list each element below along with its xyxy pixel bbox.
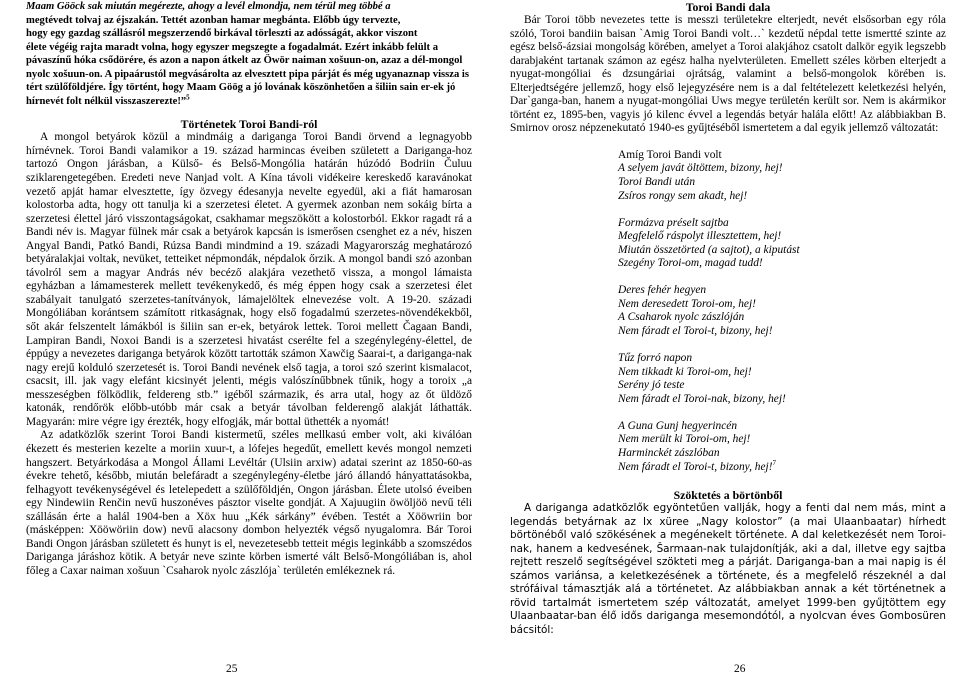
poem-line: Harminckét zászlóban	[618, 446, 720, 459]
page-number: 25	[226, 663, 238, 675]
page-number: 26	[734, 663, 746, 675]
poem	[618, 149, 946, 474]
right-page	[510, 0, 946, 677]
opening-line: élete végéig rajta maradt volna, hogy egyszer megszegte a fogadalmát.	[26, 41, 343, 53]
footnote-ref: 5	[186, 93, 190, 102]
left-page	[26, 0, 472, 677]
poem-line: Megfelelő ráspolyt illesztettem, hej!	[618, 230, 782, 243]
opening-line: Maam Gööck sak miután megérezte, ahogy a levél elmondja, nem térül meg többé a	[26, 1, 391, 12]
poem-stanza	[618, 420, 946, 474]
opening-line: megtévedt tolvaj az éjszakán. Tettét azonban hamar megbánta. Előbb úgy tervezte,	[26, 14, 401, 26]
poem-line: Nem fáradt el Toroi-nak, bizony, hej!	[618, 392, 786, 405]
section-heading: Szöktetés a börtönből	[673, 488, 783, 503]
poem-line: Nem tikkadt ki Toroi-om, hej!	[618, 365, 752, 378]
poem-stanza	[618, 149, 946, 203]
intro-paragraph: Bár Toroi több nevezetes tette is messzi területekre elterjedt, nevét elsősorban egy róla szóló, Toroi bandiin baisan `Amig Toroi Bandi volt…` kezdetű népdal tette ismertté szinte az egész belső-ázsiai mongolság körében, amelyet a Toroi alakjához csatolt dalkör egyik legszebb darabjaként tartanak számon az egész halha nyelvterületen. Emellett széles körben elterjedt a nyugat-mongóliai és dzsungáriai ojrátság, valamint a belső-mongolok körében is. Elterjedtségére jellemző, hogy első lejegyzésére nem is a dal feltételezett keletkezési helyén, Dar`ganga-ban, hanem a nyugat-mongóliai Uws megye területén került sor. Nem is akármikor történt ez, 1895-ben, vagyis jó kilenc évvel a legendás betyár halála előtt! Az alábbiakban B. Smirnov orosz népzenekutató 1940-es gyűjtéséből ismertetem a dal egyik jellemző változatát:	[510, 14, 946, 135]
section-heading: Toroi Bandi dala	[685, 0, 771, 14]
poem-line: Tűz forró napon	[618, 352, 693, 365]
poem-line: Miután összetörted (a sajtot), a kiputást	[618, 243, 800, 256]
poem-line: Formázva préselt sajtba	[618, 216, 729, 229]
poem-stanza	[618, 284, 946, 338]
poem-line: A Csaharok nyolc zászlóján	[618, 311, 745, 324]
body-paragraph: A mongol betyárok közül a mindmáig a dariganga Toroi Bandi örvend a legnagyobb hírnévnek. Toroi Bandi valamikor a 19. század harmincas éveiben született a Dariganga-hoz tartozó Ongon járásban, a Külső- és Belső-Mongólia határán húzódó Bodriin Čuluu sziklarengetegében. Eredeti neve Nanjad volt. A Kína távoli vidékeire kereskedő karavánokat vezető apját hamar elvesztette, így özvegy édesanyja nevelte egyedül, aki a fiát hamarosan kolostorba adta, hogy ott tanulja ki a szerzetesi életet. A gyermek azonban nem sokáig bírta a szerzetesi élettel járó visszontagságokat, csakhamar megszökött a kolostorból. Ekkor ragadt rá a Bandi név is. Magyar fülnek már csak a betyárok kapcsán is ismerősen csenghet ez a név, hiszen Angyal Bandi, Patkó Bandi, Rúzsa Bandi mindmind a 19. századi Magyarország meghatározó betyáralakjai voltak, nevüket, tetteiket népmondák, népdalok őrzik. A mongol bandi szó azonban távolról sem a magyar András név becéző alakjára vezethető vissza, a mongol lámaista egyházban a lámamesterek mellett tevékenykedő, és még éppen hogy csak a szerzetesi élet szabályait tanulgató szerzetes-tanítványok, lámajelöltek elnevezése volt. A 19-20. századi Mongóliában korántsem számított ritkaságnak, hogy első fogadalmú szerzetes-növendékekből, sőt akár felszentelt lámákból is šiliin san er-ek, betyárok lettek. Toroi mellett Čagaan Bandi, Lampiran Bandi, Noxoi Bandi is a szerzetesi hivatást cserélte fel a szegénylegény-élettel, de éppúgy a nevezetes dariganga betyárok között tartották számon Xawčig Saarai-t, a dariganga-nak nagy erejű kolduló szerzetesét is. Toroi Bandi nevének első tagja, a toroi szó szerint kismalacot, csacsit, ill. jak vagy elefánt kicsinyét jelenti, mégis valószínűbbnek tűnik, hogy a toroix „a messzeségben fölködlik, feldereng stb.” igéből származik, és arra utal, hogy az őt üldöző katonák, rendőrök előbb-utóbb már csak a betyár távolban felderengő alakját láthatták. Magyarán: mire végre igy érezték, hogy elfogják, már bottal üthették a nyomát!	[26, 131, 472, 428]
poem-line: Deres fehér hegyen	[618, 284, 707, 297]
poem-stanza	[618, 352, 946, 406]
opening-paragraph	[26, 0, 472, 108]
poem-line: Nem fáradt el Toroi-t, bizony, hej!	[618, 460, 773, 473]
poem-line: Nem fáradt el Toroi-t, bizony, hej!	[618, 325, 773, 338]
opening-line: hogy egy gazdag szállásról megszerzendő birkával törleszti az adósságát, akkor viszont	[26, 28, 418, 40]
poem-line: Serény jó teste	[618, 379, 685, 392]
poem-line: A selyem javát öltöttem, bizony, hej!	[618, 162, 783, 175]
poem-line: A Guna Gunj hegyerincén	[618, 419, 738, 432]
poem-line: Nem merült ki Toroi-om, hej!	[618, 433, 751, 446]
section-heading: Történetek Toroi Bandi-ról	[180, 117, 318, 132]
poem-stanza	[618, 217, 946, 271]
opening-continuation: Ezért inkább felült a pávaszínű hóka csődörére, és azon a napon átkelt az Öwör naiman xošuun-on, azaz a dél-mongol nyolc xošuun-on. A pipaárustól megvásárolta az elvesztett pipa párját és még ugyanaznap vissza is tért szülőföldjére. Így történt, hogy Maam Göög a jó lovának köszönhetően a šiliin sain er-ek jó hírnevét folt nélkül visszaszerezte!”	[26, 41, 469, 107]
body-paragraph: Az adatközlők szerint Toroi Bandi kistermetű, széles mellkasú ember volt, aki kiválóan ékezett és mesterien kezelte a moriin xuur-t, a lófejes hegedűt, emellett kevés mongol nemzeti hangszert. Betyárkodása a Mongol Állami Levéltár (Ulsiin arxiw) adatai szerint az 1850-60-as évekre tehető, később, miután belefáradt a szegénylegény-életbe járó állandó hányattatásokba, felhagyott tevékenységével és letelepedett a szülőföldjén, Ongon járásban. Élete utolsó éveiben egy Nindewiin Renčin nevű huszonéves pásztor viselte gondját. A Xajuugiin öwöljöö nevű téli szállásán érte a halál 1904-ben a Xöx huu „Kék sárkány” évében. Testét a Xööwriin bor (másképpen: Xööwöriin dow) nevű alacsony dombon helyezték végső nyugalomra. Bár Toroi Bandi Ongon járásban született és hunyt is el, nevezetesebb tetteit mégis leginkább a szomszédos Dariganga járáshoz kötik. A betyár neve szinte körben ismerté vált Belső-Mongóliában is, ahol főleg a Caxar naiman xošuun `Csaharok nyolc zászlója` területén emlékeznek rá.	[26, 429, 472, 577]
poem-line: Nem deresedett Toroi-om, hej!	[618, 297, 756, 310]
footnote-ref: 7	[772, 458, 777, 467]
poem-line: Toroi Bandi után	[618, 176, 696, 189]
poem-line: Amíg Toroi Bandi volt	[618, 148, 722, 161]
body-paragraph: A dariganga adatközlők egyöntetűen vallják, hogy a fenti dal nem más, mint a legendás betyárnak az Ix xüree „Nagy kolostor” (a mai Ulaanbaatar) hírhedt börtönéből való szökésének a megénekelt története. A dal keletkezését nem Toroi-nak, hanem a kedvesének, Šarmaan-nak tulajdonítják, aki a dal, illetve egy sajtba rejtett reszelő segítségével szökteti meg a párját. Dariganga-ban a mai napig is él számos variánsa, a keletkezésének a története, és a megfelelő részeknél a dal strófáival támasztják alá a történetet. Az alábbiakban annak a két történetnek a rövid tartalmát ismertetem szép változatát, amelyet 1999-ben gyűjtöttem egy Ulaanbaatar-ban élő idős dariganga mesemondótól, a nyolcvan éves Gombosüren bácsitól:	[510, 502, 946, 636]
poem-line: Zsíros rongy sem akadt, hej!	[618, 189, 748, 202]
poem-line: Szegény Toroi-om, magad tudd!	[618, 257, 763, 270]
